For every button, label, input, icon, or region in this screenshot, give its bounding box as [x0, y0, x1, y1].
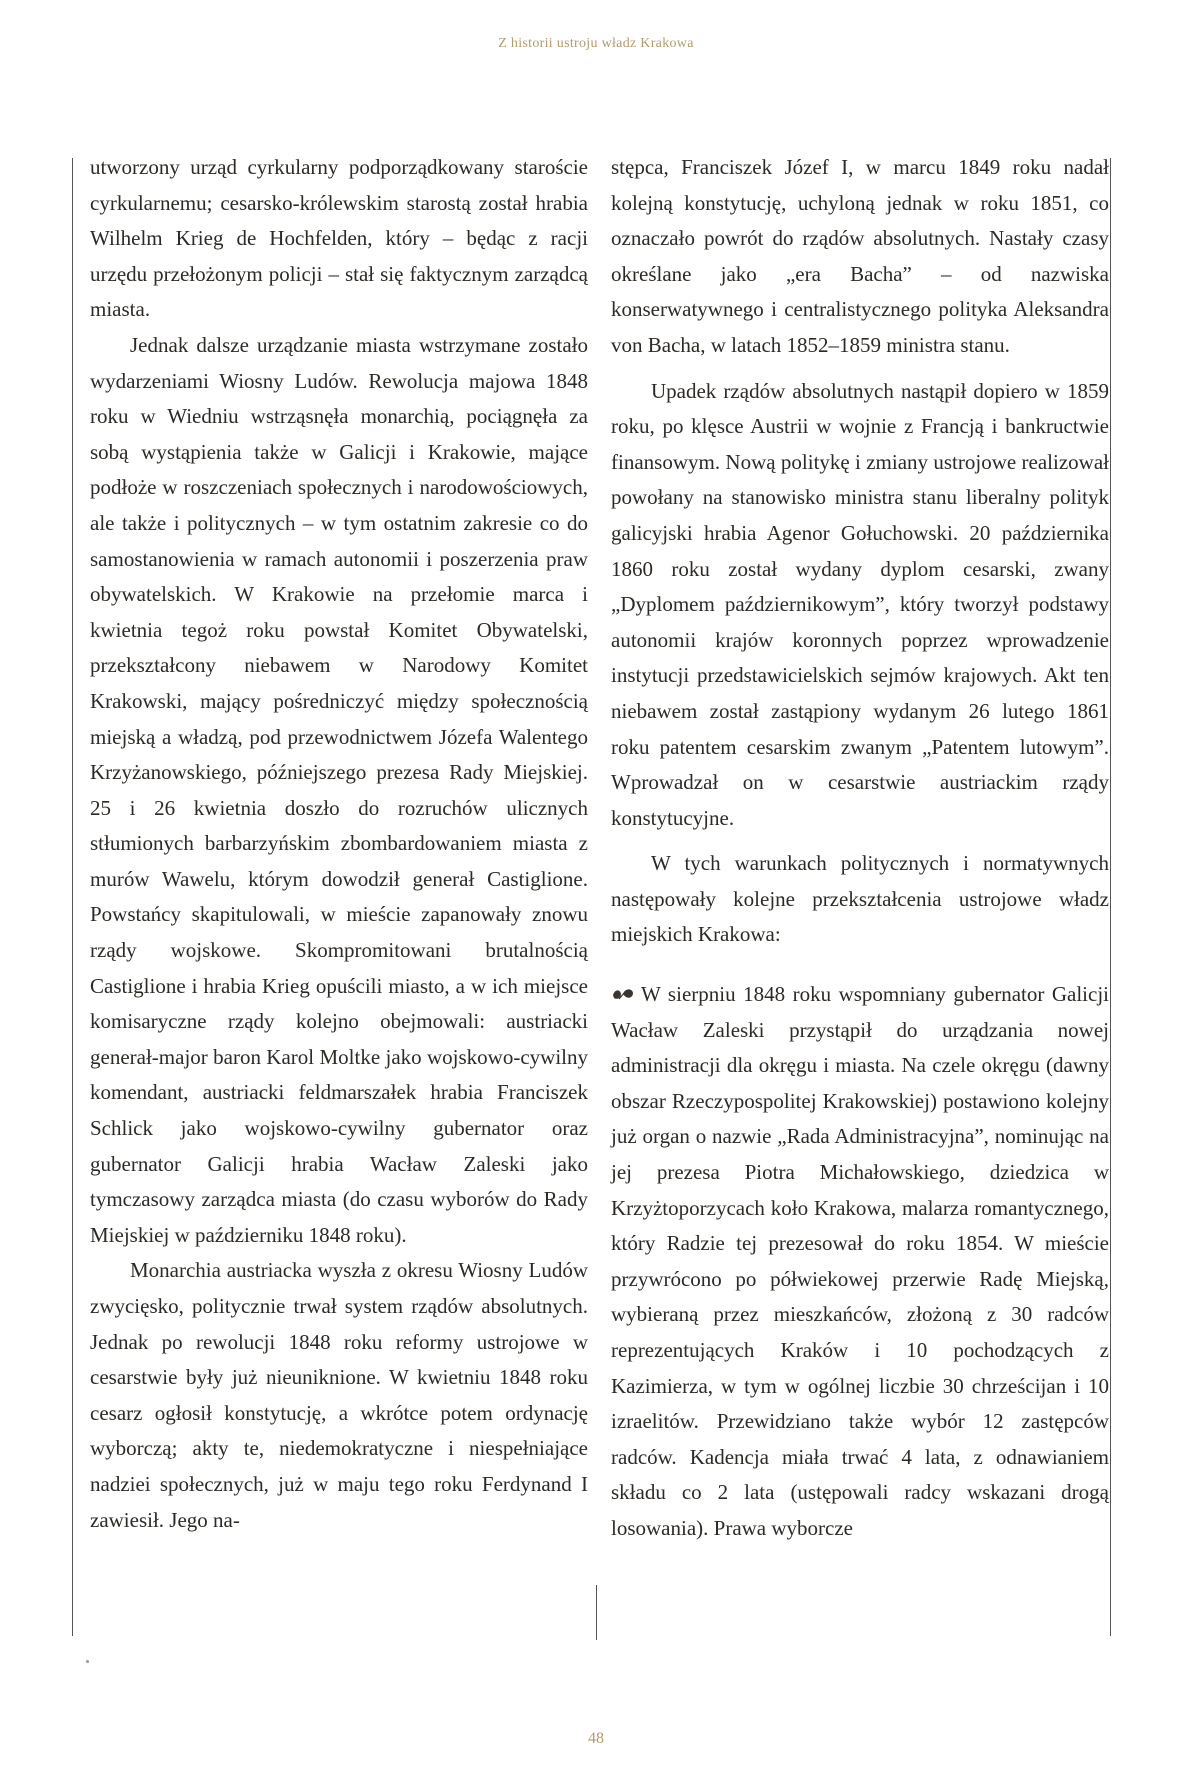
paragraph: stępca, Franciszek Józef I, w marcu 1849 roku nadał kolejną konstytucję, uchyloną jednak w roku 1851, co oznaczało powrót do rządów absolutnych. Nastały czasy określane jako „era Bacha” – od nazwiska konserwatywnego i centralistycznego polityka Aleksandra von Bacha, w latach 1852–1859 ministra stanu.: [611, 155, 1109, 357]
right-margin-rule: [1110, 158, 1111, 1636]
column-gutter-rule: [596, 1585, 597, 1640]
paragraph: W tych warunkach politycznych i normatywnych następowały kolejne przekształcenia ustrojowe władz miejskich Krakowa:: [611, 851, 1109, 947]
paragraph: utworzony urząd cyrkularny podporządkowany staroście cyrkularnemu; cesarsko-królewskim starostą został hrabia Wilhelm Krieg de Hochfelden, który – będąc z racji urzędu przełożonym policji – stał się faktycznym zarządcą miasta.: [90, 155, 588, 322]
paragraph: Monarchia austriacka wyszła z okresu Wiosny Ludów zwycięsko, politycznie trwał system rządów absolutnych. Jednak po rewolucji 1848 roku reformy ustrojowe w cesarstwie były już nieuniknione. W kwietniu 1848 roku cesarz ogłosił konstytucję, a wkrótce potem ordynację wyborczą; akty te, niedemokratyczne i niespełniające nadziei społecznych, już w maju tego roku Ferdynand I zawiesił. Jego na-: [90, 1258, 588, 1532]
right-column: [611, 150, 1109, 1547]
hedera-ornament-icon: [611, 978, 635, 994]
list-item-text: W sierpniu 1848 roku wspomniany gubernator Galicji Wacław Zaleski przystąpił do urządzania nowej administracji dla okręgu i miasta. Na czele okręgu (dawny obszar Rzeczypospolitej Krakowskiej) postawiono kolejny już organ o nazwie „Rada Administracyjna”, nominując na jej prezesa Piotra Michałowskiego, dziedzica w Krzyżtoporzycach koło Krakowa, malarza romantycznego, który Radzie tej prezesował do roku 1854. W mieście przywrócono po półwiekowej przerwie Radę Miejską, wybieraną przez mieszkańców, złożoną z 30 radców reprezentujących Kraków i 10 pochodzących z Kazimierza, w tym w ogólnej liczbie 30 chrześcijan i 10 izraelitów. Przewidziano także wybór 12 zastępców radców. Kadencja miała trwać 4 lata, z odnawianiem składu co 2 lata (ustępowali radcy wskazani drogą losowania). Prawa wyborcze: [611, 982, 1109, 1540]
left-margin-rule: [72, 158, 73, 1636]
margin-mark: [86, 1660, 89, 1663]
list-item: [611, 977, 1109, 1547]
running-header: Z historii ustroju władz Krakowa: [498, 36, 694, 51]
paragraph: Jednak dalsze urządzanie miasta wstrzymane zostało wydarzeniami Wiosny Ludów. Rewolucja majowa 1848 roku w Wiedniu wstrząsnęła monarchią, pociągnęła za sobą wystąpienia także w Galicji i Krakowie, mające podłoże w roszczeniach społecznych i narodowościowych, ale także i politycznych – w tym ostatnim zakresie co do samostanowienia w ramach autonomii i poszerzenia praw obywatelskich. W Krakowie na przełomie marca i kwietnia tegoż roku powstał Komitet Obywatelski, przekształcony niebawem w Narodowy Komitet Krakowski, mający pośredniczyć między społecznością miejską a władzą, pod przewodnictwem Józefa Walentego Krzyżanowskiego, późniejszego prezesa Rady Miejskiej. 25 i 26 kwietnia doszło do rozruchów ulicznych stłumionych barbarzyńskim zbombardowaniem miasta z murów Wawelu, którym dowodził generał Castiglione. Powstańcy skapitulowali, w mieście zapanowały znowu rządy wojskowe. Skompromitowani brutalnością Castiglione i hrabia Krieg opuścili miasto, a w ich miejsce komisaryczne rządy kolejno obejmowali: austriacki generał-major baron Karol Moltke jako wojskowo-cywilny komendant, austriacki feldmarszałek hrabia Franciszek Schlick jako wojskowo-cywilny gubernator oraz gubernator Galicji hrabia Wacław Zaleski jako tymczasowy zarządca miasta (do czasu wyborów do Rady Miejskiej w październiku 1848 roku).: [90, 332, 588, 1247]
left-column: [90, 150, 588, 1538]
paragraph: Upadek rządów absolutnych nastąpił dopiero w 1859 roku, po klęsce Austrii w wojnie z Francją i bankructwie finansowym. Nową politykę i zmiany ustrojowe realizował powołany na stanowisko ministra stanu liberalny polityk galicyjski hrabia Agenor Gołuchowski. 20 października 1860 roku został wydany dyplom cesarski, zwany „Dyplomem październikowym”, który tworzył podstawy autonomii krajów koronnych poprzez wprowadzenie instytucji przedstawicielskich sejmów krajowych. Akt ten niebawem został zastąpiony wydanym 26 lutego 1861 roku patentem cesarskim zwanym „Patentem lutowym”. Wprowadzał on w cesarstwie austriackim rządy konstytucyjne.: [611, 378, 1109, 830]
page-number: 48: [588, 1730, 604, 1747]
